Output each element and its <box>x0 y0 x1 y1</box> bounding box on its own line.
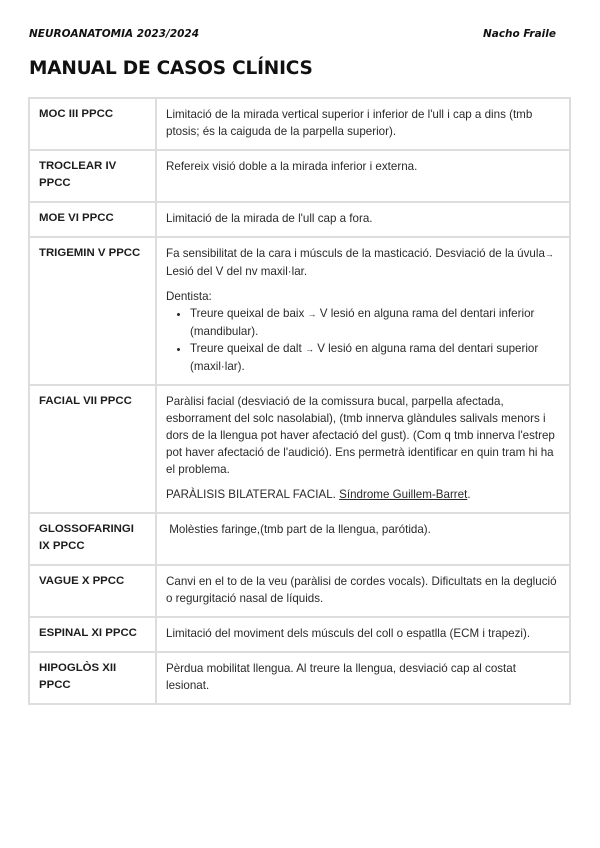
list-item <box>190 340 561 375</box>
description-text-part: . <box>467 488 471 501</box>
description-cell <box>156 652 570 704</box>
description-text-part: Fa sensibilitat de la cara i músculs de la masticació. Desviació de la úvula <box>166 247 545 260</box>
description-cell <box>156 565 570 617</box>
arrow-icon: → <box>304 344 314 354</box>
table-row <box>29 237 570 385</box>
description-text: Paràlisi facial (desviació de la comissura bucal, parpella afectada, esborrament del solc nasolabial), (tmb innerva glàndules salivals menors i dors de la llengua pot haver afectació del gust). (Com q tmb innerva l'estrep pot haver afectació de l'audició). Ens permetrà identificar en quin tram hi ha el problema. <box>166 395 555 476</box>
table-row <box>29 565 570 617</box>
description-cell <box>156 150 570 202</box>
syndrome-link[interactable]: Síndrome Guillem-Barret <box>339 488 468 501</box>
nerve-name-cell: MOE VI PPCC <box>29 202 156 237</box>
clinical-cases-table <box>28 97 571 705</box>
description-text: Canvi en el to de la veu (paràlisi de cordes vocals). Dificultats en la deglució o regurgitació nasal de líquids. <box>166 575 557 605</box>
course-label: NEUROANATOMIA 2023/2024 <box>29 28 200 40</box>
description-text: Refereix visió doble a la mirada inferior i externa. <box>166 160 418 173</box>
description-text <box>166 245 561 280</box>
nerve-name-cell: HIPOGLÒS XII PPCC <box>29 652 156 704</box>
nerve-name-cell: FACIAL VII PPCC <box>29 385 156 513</box>
author-label: Nacho Fraile <box>482 28 556 40</box>
arrow-icon: → <box>307 309 317 319</box>
nerve-name-cell: MOC III PPCC <box>29 98 156 150</box>
bullet-list <box>166 305 561 375</box>
table-row <box>29 617 570 652</box>
nerve-name-cell: ESPINAL XI PPCC <box>29 617 156 652</box>
table-row <box>29 98 570 150</box>
list-item <box>190 305 561 340</box>
description-cell <box>156 98 570 150</box>
description-text: Pèrdua mobilitat llengua. Al treure la llengua, desviació cap al costat lesionat. <box>166 662 516 692</box>
nerve-name-cell: TRIGEMIN V PPCC <box>29 237 156 385</box>
bullet-text-part: Treure queixal de dalt <box>190 342 302 355</box>
description-text-part: Lesió del V del nv maxil·lar. <box>166 265 308 278</box>
description-cell <box>156 617 570 652</box>
page-title: MANUAL DE CASOS CLÍNICS <box>29 58 313 79</box>
bullet-text-part: V lesió en alguna rama del dentari superior (maxil·lar). <box>190 342 539 373</box>
table-row <box>29 150 570 202</box>
nerve-name-cell: GLOSSOFARINGI IX PPCC <box>29 513 156 565</box>
description-text <box>166 486 561 503</box>
subheading: Dentista: <box>166 290 212 303</box>
table-row <box>29 202 570 237</box>
table-row <box>29 385 570 513</box>
description-text: Limitació de la mirada de l'ull cap a fora. <box>166 212 373 225</box>
nerve-name-cell: TROCLEAR IV PPCC <box>29 150 156 202</box>
bullet-text-part: Treure queixal de baix <box>190 307 305 320</box>
description-cell <box>156 513 570 565</box>
description-text: Limitació de la mirada vertical superior i inferior de l'ull i cap a dins (tmb ptosis; és la caiguda de la parpella superior). <box>166 108 533 138</box>
description-text-part: PARÀLISIS BILATERAL FACIAL. <box>166 488 340 501</box>
description-text: Molèsties faringe,(tmb part de la llengua, parótida). <box>166 523 431 536</box>
arrow-icon: → <box>544 249 554 259</box>
page-header <box>29 28 556 40</box>
table-row <box>29 513 570 565</box>
nerve-name-cell: VAGUE X PPCC <box>29 565 156 617</box>
table-row <box>29 652 570 704</box>
description-cell <box>156 237 570 385</box>
description-text: Limitació del moviment dels músculs del coll o espatlla (ECM i trapezi). <box>166 627 531 640</box>
bullet-text-part: V lesió en alguna rama del dentari inferior (mandibular). <box>190 307 535 338</box>
description-cell <box>156 385 570 513</box>
description-cell <box>156 202 570 237</box>
